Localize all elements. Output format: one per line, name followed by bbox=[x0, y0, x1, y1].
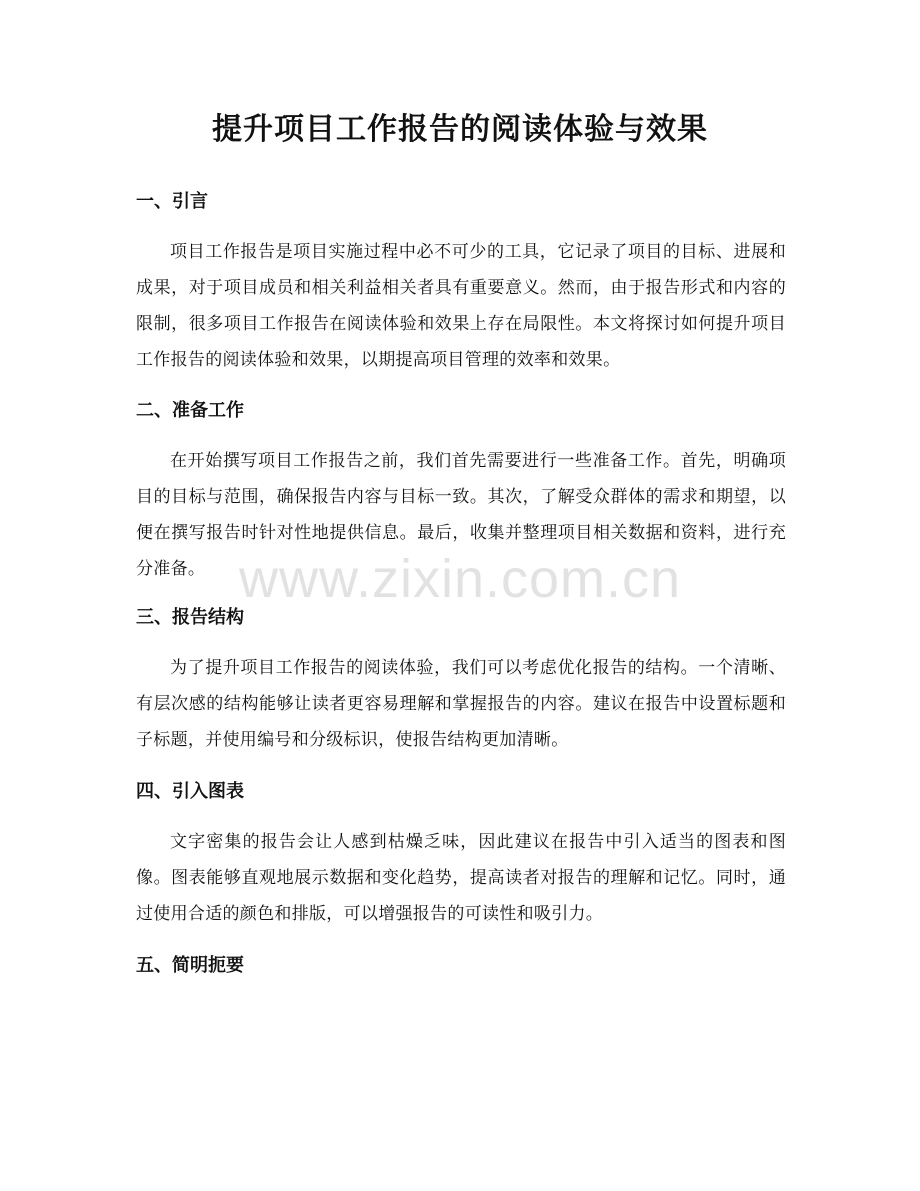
watermark-text: www.zixin.com.cn bbox=[238, 549, 682, 609]
document-title: 提升项目工作报告的阅读体验与效果 bbox=[212, 112, 708, 147]
section-heading-preparation: 二、准备工作 bbox=[136, 400, 244, 421]
section-paragraph-introduction: 项目工作报告是项目实施过程中必不可少的工具，它记录了项目的目标、进展和成果，对于项目成员和相关利益相关者具有重要意义。然而，由于报告形式和内容的限制，很多项目工作报告在阅读体验和效果上存在局限性。本文将探讨如何提升项目工作报告的阅读体验和效果，以期提高项目管理的效率和效果。 bbox=[136, 242, 786, 370]
section-heading-introduction: 一、引言 bbox=[136, 191, 208, 212]
section-heading-concise: 五、简明扼要 bbox=[136, 955, 244, 976]
section-heading-charts: 四、引入图表 bbox=[136, 781, 244, 802]
section-paragraph-preparation: 在开始撰写项目工作报告之前，我们首先需要进行一些准备工作。首先，明确项目的目标与范围，确保报告内容与目标一致。其次，了解受众群体的需求和期望，以便在撰写报告时针对性地提供信息。最后，收集并整理项目相关数据和资料，进行充分准备。 bbox=[136, 451, 786, 579]
section-heading-report-structure: 三、报告结构 bbox=[136, 607, 244, 628]
section-paragraph-charts: 文字密集的报告会让人感到枯燥乏味，因此建议在报告中引入适当的图表和图像。图表能够直观地展示数据和变化趋势，提高读者对报告的理解和记忆。同时，通过使用合适的颜色和排版，可以增强报告的可读性和吸引力。 bbox=[136, 832, 786, 924]
section-paragraph-report-structure: 为了提升项目工作报告的阅读体验，我们可以考虑优化报告的结构。一个清晰、有层次感的结构能够让读者更容易理解和掌握报告的内容。建议在报告中设置标题和子标题，并使用编号和分级标识，使报告结构更加清晰。 bbox=[136, 658, 786, 750]
